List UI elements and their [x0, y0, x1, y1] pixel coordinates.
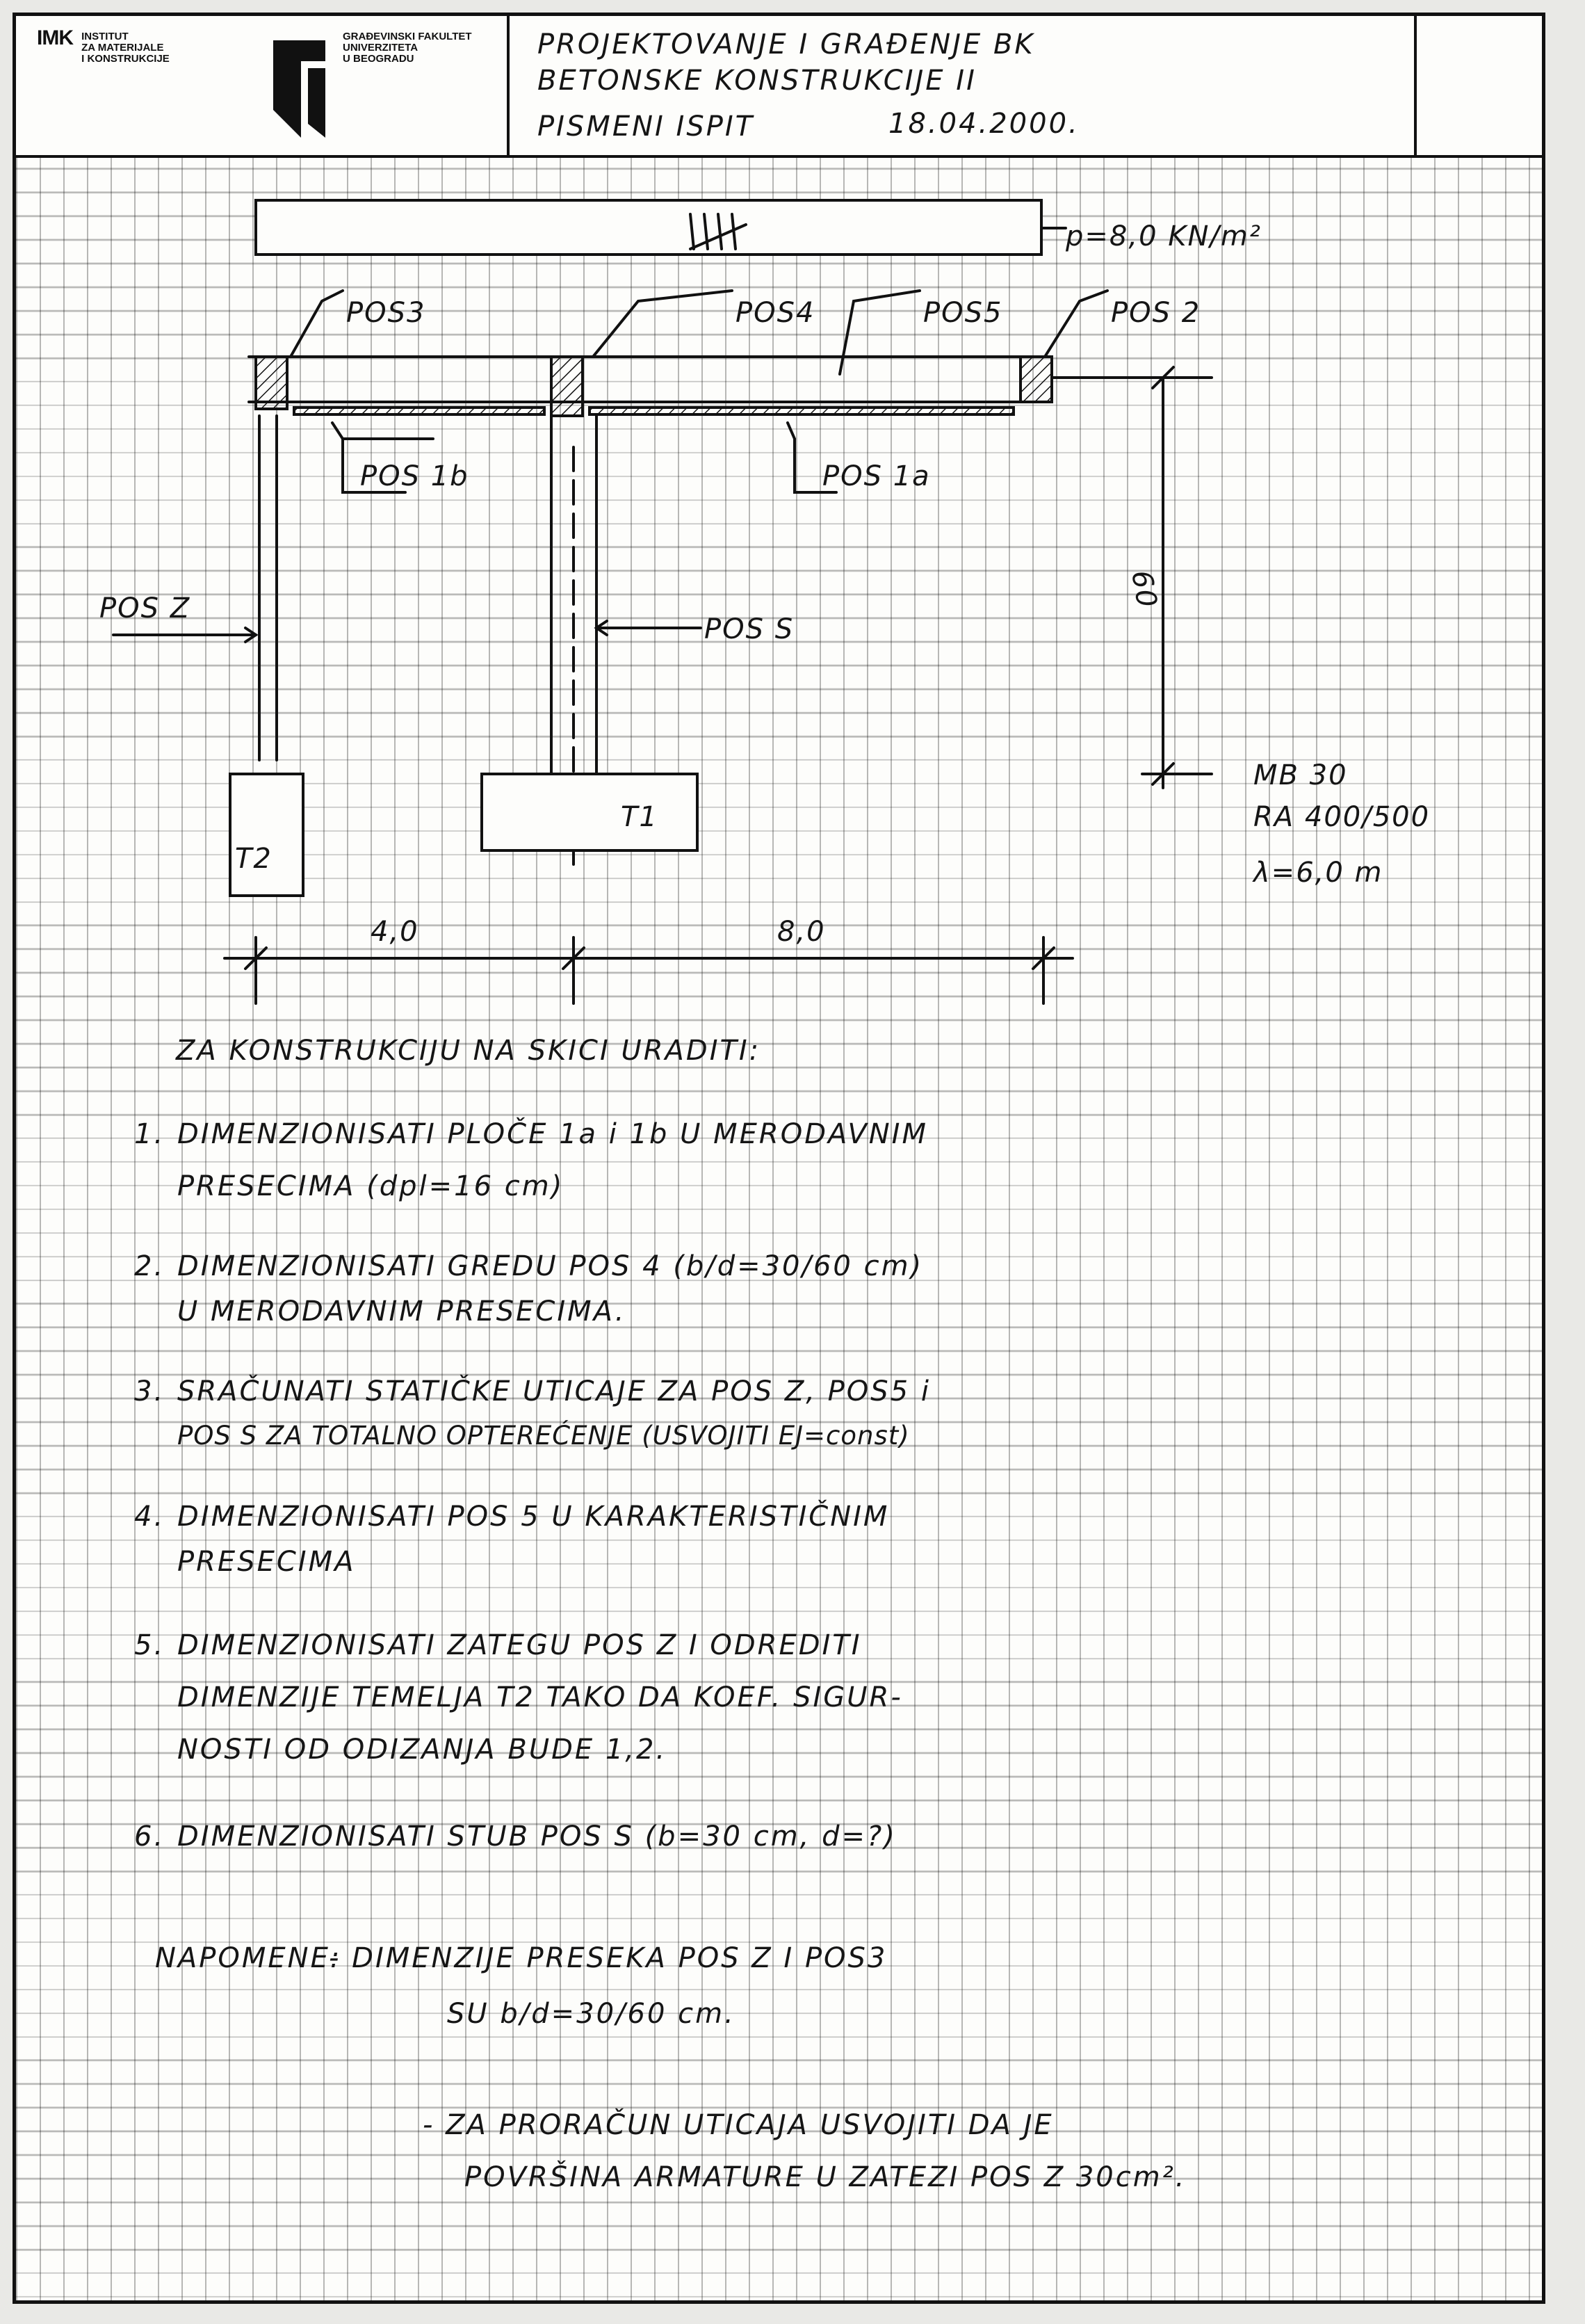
- faculty-line: U BEOGRADU: [343, 53, 414, 65]
- structure-sketch: [16, 155, 1542, 1010]
- note-1-cont: SU b/d=30/60 cm.: [447, 1998, 735, 2030]
- leader-pos2: [1045, 291, 1107, 357]
- pos4-label: POS4: [735, 297, 815, 329]
- task-number: 1.: [134, 1118, 165, 1150]
- pos3-label: POS3: [346, 297, 426, 329]
- institute-mark: IMK: [37, 26, 73, 49]
- task-2-cont: U MERODAVNIM PRESECIMA.: [177, 1296, 626, 1328]
- task-3-cont: POS S ZA TOTALNO OPTEREĆENJE (USVOJITI EJ=const): [177, 1421, 910, 1451]
- institute-logo: [37, 26, 170, 65]
- task-4-cont: PRESECIMA: [177, 1546, 356, 1578]
- institute-line: I KONSTRUKCIJE: [81, 53, 170, 65]
- pos2-hatch: [1021, 357, 1052, 402]
- task-5-cont2: NOSTI OD ODIZANJA BUDE 1,2.: [177, 1734, 667, 1766]
- task-text: DIMENZIONISATI POS 5 U KARAKTERISTIČNIM: [177, 1501, 890, 1533]
- lambda-label: λ=6,0 m: [1253, 857, 1383, 889]
- foundation-t2: [230, 774, 303, 896]
- task-text: SRAČUNATI STATIČKE UTICAJE ZA POS Z, POS5 i: [177, 1375, 931, 1407]
- concrete-grade: MB 30: [1253, 759, 1348, 791]
- load-label: p=8,0 KN/m²: [1066, 220, 1262, 252]
- note-1: - DIMENZIJE PRESEKA POS Z I POS3: [329, 1942, 888, 1974]
- task-6: [134, 1821, 897, 1853]
- span-left-label: 4,0: [371, 916, 419, 948]
- task-4: [134, 1501, 889, 1533]
- logo-cell: [16, 16, 510, 155]
- note-2: - ZA PRORAČUN UTICAJA USVOJITI DA JE: [423, 2109, 1054, 2141]
- pos3-hatch: [256, 357, 287, 409]
- course-title: PROJEKTOVANJE I GRAĐENJE BK: [537, 29, 1035, 60]
- course-subtitle: BETONSKE KONSTRUKCIJE II: [537, 65, 977, 97]
- tasks-intro: ZA KONSTRUKCIJU NA SKICI URADITI:: [176, 1035, 761, 1067]
- span-right-label: 8,0: [777, 916, 826, 948]
- t1-label: T1: [621, 801, 658, 833]
- steel-grade: RA 400/500: [1253, 801, 1431, 833]
- title-cell: [510, 16, 1417, 155]
- load-block: [256, 200, 1041, 255]
- pos5-label: POS5: [923, 297, 1003, 329]
- task-1: [134, 1118, 928, 1150]
- exam-label: PISMENI ISPIT: [537, 111, 755, 143]
- task-number: 4.: [134, 1501, 165, 1533]
- leader-pos3: [291, 291, 343, 357]
- task-number: 2.: [134, 1250, 165, 1282]
- task-2: [134, 1250, 923, 1282]
- task-text: DIMENZIONISATI PLOČE 1a i 1b U MERODAVNIM: [177, 1118, 928, 1150]
- pos1b-label: POS 1b: [360, 460, 469, 492]
- notes-label: NAPOMENE:: [155, 1942, 342, 1974]
- pos2-label: POS 2: [1111, 297, 1201, 329]
- task-text: DIMENZIONISATI STUB POS S (b=30 cm, d=?): [177, 1821, 897, 1853]
- leader-pos5: [840, 291, 920, 374]
- exam-date: 18.04.2000.: [888, 108, 1080, 140]
- task-5-cont: DIMENZIJE TEMELJA T2 TAKO DA KOEF. SIGUR-: [177, 1681, 903, 1713]
- pos1a-label: POS 1a: [822, 460, 931, 492]
- task-text: DIMENZIONISATI ZATEGU POS Z I ODREDITI: [177, 1629, 862, 1661]
- task-number: 6.: [134, 1821, 165, 1853]
- exam-sheet: [13, 13, 1545, 2304]
- task-text: DIMENZIONISATI GREDU POS 4 (b/d=30/60 cm): [177, 1250, 924, 1282]
- leader-pos4: [593, 291, 732, 357]
- height-label: 60: [1125, 567, 1163, 611]
- faculty-line: UNIVERZITETA: [343, 42, 418, 54]
- task-3: [134, 1375, 931, 1407]
- institute-line: ZA MATERIJALE: [81, 42, 164, 54]
- posz-label: POS Z: [99, 592, 191, 624]
- task-5: [134, 1629, 862, 1661]
- task-1-cont: PRESECIMA (dpl=16 cm): [177, 1170, 564, 1202]
- faculty-line: GRAĐEVINSKI FAKULTET: [343, 31, 472, 42]
- note-2-cont: POVRŠINA ARMATURE U ZATEZI POS Z 30cm².: [464, 2161, 1187, 2193]
- t2-label: T2: [235, 843, 273, 875]
- institute-line: INSTITUT: [81, 31, 129, 42]
- faculty-logo-icon: [259, 33, 329, 145]
- task-number: 5.: [134, 1629, 165, 1661]
- foundation-t1: [482, 774, 697, 850]
- poss-label: POS S: [704, 613, 795, 645]
- pos4-hatch: [551, 357, 583, 416]
- task-number: 3.: [134, 1375, 165, 1407]
- header: [16, 16, 1542, 158]
- faculty-name: [343, 31, 472, 65]
